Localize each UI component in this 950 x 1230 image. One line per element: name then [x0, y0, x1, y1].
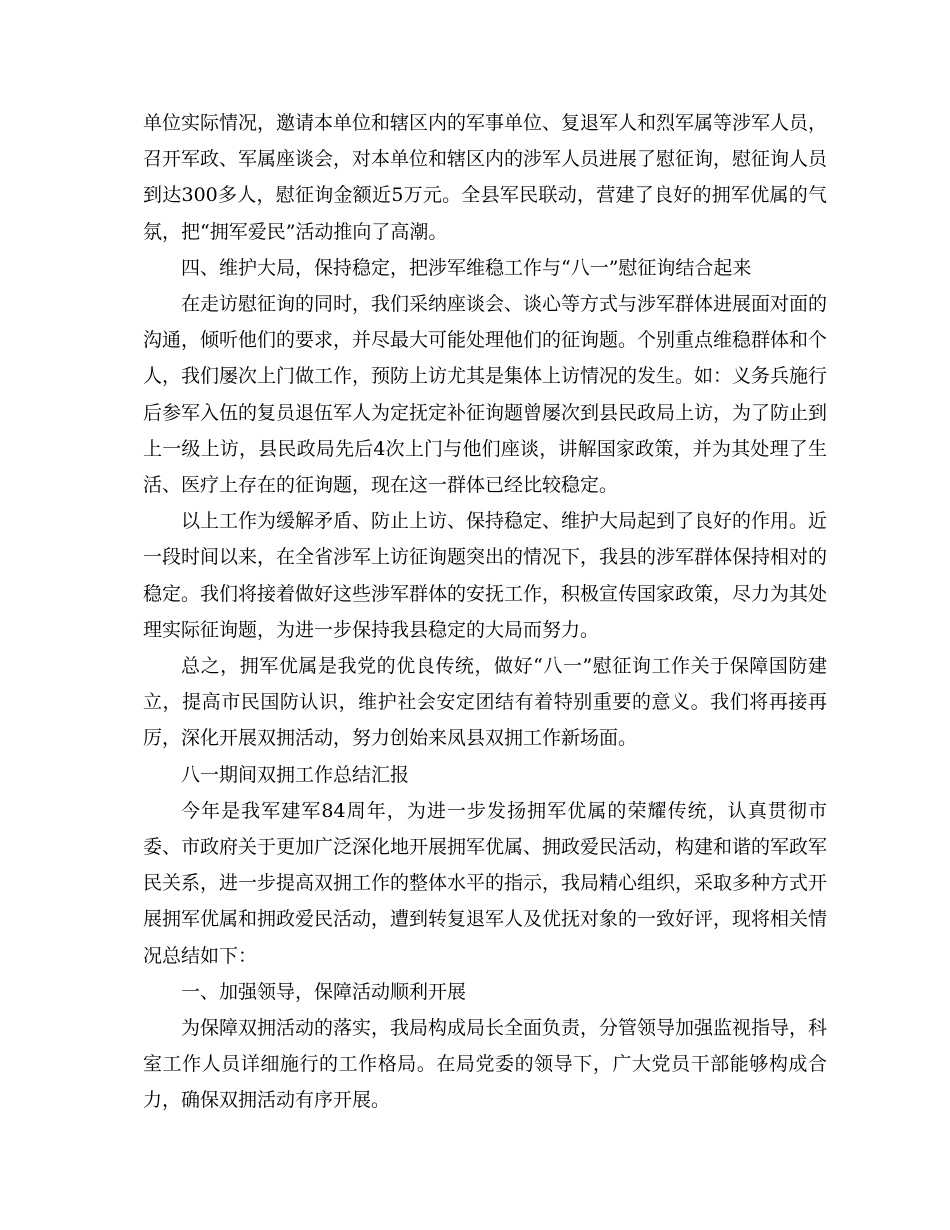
- paragraph-5: 今年是我军建军84周年，为进一步发扬拥军优属的荣耀传统，认真贯彻市委、市政府关于更加广泛深化地开展拥军优属、拥政爱民活动，构建和谐的军政军民关系，进一步提高双拥工作的整体水平的指示，我局精心组织，采取多种方式开展拥军优属和拥政爱民活动，遭到转复退军人及优抚对象的一致好评，现将相关情况总结如下：: [143, 799, 828, 967]
- paragraph-3: 以上工作为缓解矛盾、防止上访、保持稳定、维护大局起到了良好的作用。近一段时间以来，在全省涉军上访征询题突出的情况下，我县的涉军群体保持相对的稳定。我们将接着做好这些涉军群体的安抚工作，积极宣传国家政策，尽力为其处理实际征询题，为进一步保持我县稳定的大局而努力。: [143, 510, 828, 641]
- section-heading-4: 四、维护大局，保持稳定，把涉军维稳工作与“八一”慰征询结合起来: [181, 256, 752, 279]
- paragraph-2: 在走访慰征询的同时，我们采纳座谈会、谈心等方式与涉军群体进展面对面的沟通，倾听他们的要求，并尽最大可能处理他们的征询题。个别重点维稳群体和个人，我们屡次上门做工作，预防上访尤其是集体上访情况的发生。如：义务兵施行后参军入伍的复员退伍军人为定抚定补征询题曾屡次到县民政局上访，为了防止到上一级上访，县民政局先后4次上门与他们座谈，讲解国家政策，并为其处理了生活、医疗上存在的征询题，现在这一群体已经比较稳定。: [143, 293, 828, 497]
- section-heading-1: 一、加强领导，保障活动顺利开展: [181, 980, 467, 1003]
- report-title: 八一期间双拥工作总结汇报: [181, 763, 410, 786]
- paragraph-6: 为保障双拥活动的落实，我局构成局长全面负责，分管领导加强监视指导，科室工作人员详细施行的工作格局。在局党委的领导下，广大党员干部能够构成合力，确保双拥活动有序开展。: [143, 1017, 828, 1112]
- paragraph-1: 单位实际情况，邀请本单位和辖区内的军事单位、复退军人和烈军属等涉军人员，召开军政、军属座谈会，对本单位和辖区内的涉军人员进展了慰征询，慰征询人员到达300多人，慰征询金额近5万元。全县军民联动，营建了良好的拥军优属的气氛，把“拥军爱民”活动推向了高潮。: [143, 112, 828, 243]
- paragraph-4: 总之，拥军优属是我党的优良传统，做好“八一”慰征询工作关于保障国防建立，提高市民国防认识，维护社会安定团结有着特别重要的意义。我们将再接再厉，深化开展双拥活动，努力创始来凤县双拥工作新场面。: [143, 655, 827, 750]
- document-page: [143, 105, 827, 1119]
